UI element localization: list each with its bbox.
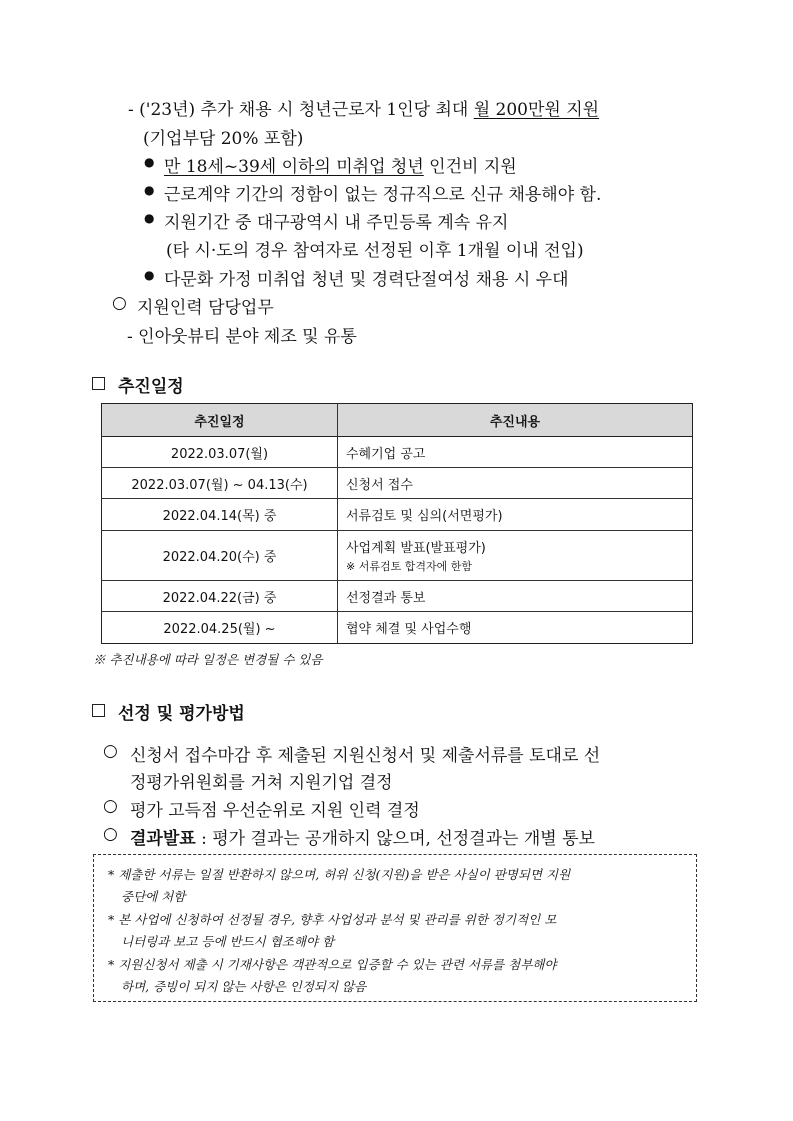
- circle-bullet-icon: ○: [112, 293, 127, 313]
- table-row: [102, 499, 693, 531]
- support-amount: 월 200만원 지원: [473, 100, 600, 120]
- bullet-item-2: 근로계약 기간의 정함이 없는 정규직으로 신규 채용해야 함.: [164, 185, 602, 205]
- result-announcement-label: 결과발표: [130, 829, 196, 849]
- table-cell-date: 2022.04.14(목) 중: [102, 499, 338, 531]
- schedule-title: 추진일정: [118, 377, 184, 397]
- schedule-table: [101, 403, 693, 644]
- notice-line: * 본 사업에 신청하여 선정될 경우, 향후 사업성과 분석 및 관리를 위한 정기적인 모: [108, 912, 557, 927]
- table-cell-note: ※ 서류검토 합격자에 한함: [346, 560, 472, 573]
- table-row: [102, 612, 693, 644]
- circle-bullet-icon: ○: [103, 824, 118, 844]
- table-row: [102, 531, 693, 581]
- bullet-dot-icon: ●: [144, 155, 155, 169]
- circle-bullet-icon: ○: [103, 796, 118, 816]
- selection-item-2: 평가 고득점 우선순위로 지원 인력 결정: [130, 801, 420, 821]
- notice-line: 하며, 증빙이 되지 않는 사항은 인정되지 않음: [121, 979, 367, 994]
- table-cell-content: 서류검토 및 심의(서면평가): [338, 499, 693, 531]
- bullet-dot-icon: ●: [144, 268, 155, 282]
- table-cell-date: 2022.04.25(월) ~: [102, 612, 338, 644]
- table-cell-date: 2022.03.07(월) ~ 04.13(수): [102, 468, 338, 499]
- checkbox-square-icon: [92, 377, 105, 390]
- table-cell-content: 수혜기업 공고: [338, 437, 693, 468]
- notice-line: 니터링과 보고 등에 반드시 협조해야 함: [121, 934, 335, 949]
- table-cell-content: [338, 531, 693, 581]
- selection-title: 선정 및 평가방법: [118, 704, 245, 724]
- duty-item: - 인아웃뷰티 분야 제조 및 유통: [127, 327, 357, 347]
- checkbox-square-icon: [92, 704, 105, 717]
- circle-bullet-icon: ○: [103, 741, 118, 761]
- table-cell-content: 선정결과 통보: [338, 581, 693, 612]
- bullet-item-4: 다문화 가정 미취업 청년 및 경력단절여성 채용 시 우대: [164, 270, 569, 290]
- table-cell-content: 신청서 접수: [338, 468, 693, 499]
- selection-item-3: [130, 824, 595, 849]
- notice-box: [93, 854, 697, 1002]
- bullet-item-1-text: 인건비 지원: [423, 157, 517, 177]
- table-cell-content-main: 사업계획 발표(발표평가): [346, 541, 486, 556]
- table-header-date: 추진일정: [102, 404, 338, 437]
- duty-heading: 지원인력 담당업무: [137, 298, 274, 318]
- support-line-1-cont: (기업부담 20% 포함): [143, 129, 304, 149]
- support-line-1-text: - ('23년) 추가 채용 시 청년근로자 1인당 최대: [128, 100, 474, 120]
- bullet-dot-icon: ●: [144, 183, 155, 197]
- selection-item-1-cont: 정평가위원회를 거쳐 지원기업 결정: [130, 773, 393, 793]
- table-header-content: 추진내용: [338, 404, 693, 437]
- table-cell-date: 2022.03.07(월): [102, 437, 338, 468]
- notice-line: * 지원신청서 제출 시 기재사항은 객관적으로 입증할 수 있는 관련 서류를 첨부해야: [108, 957, 557, 972]
- table-header-row: [102, 404, 693, 437]
- table-cell-date: 2022.04.22(금) 중: [102, 581, 338, 612]
- bullet-dot-icon: ●: [144, 211, 155, 225]
- table-cell-date: 2022.04.20(수) 중: [102, 531, 338, 581]
- bullet-item-3: 지원기간 중 대구광역시 내 주민등록 계속 유지: [164, 213, 509, 233]
- notice-line: * 제출한 서류는 일절 반환하지 않으며, 허위 신청(지원)을 받은 사실이 판명되면 지원: [108, 867, 571, 882]
- table-row: [102, 437, 693, 468]
- bullet-item-3-cont: (타 시·도의 경우 참여자로 선정된 이후 1개월 이내 전입): [166, 241, 584, 261]
- notice-line: 중단에 처함: [121, 889, 186, 904]
- table-row: [102, 468, 693, 499]
- bullet-item-1: [164, 152, 517, 177]
- table-row: [102, 581, 693, 612]
- schedule-footnote: ※ 추진내용에 따라 일정은 변경될 수 있음: [93, 652, 323, 667]
- result-announcement-text: : 평가 결과는 공개하지 않으며, 선정결과는 개별 통보: [195, 829, 595, 849]
- selection-item-1: 신청서 접수마감 후 제출된 지원신청서 및 제출서류를 토대로 선: [130, 746, 601, 766]
- table-cell-content: 협약 체결 및 사업수행: [338, 612, 693, 644]
- bullet-item-1-underlined: 만 18세~39세 이하의 미취업 청년: [164, 157, 424, 177]
- support-line-1: [128, 95, 599, 120]
